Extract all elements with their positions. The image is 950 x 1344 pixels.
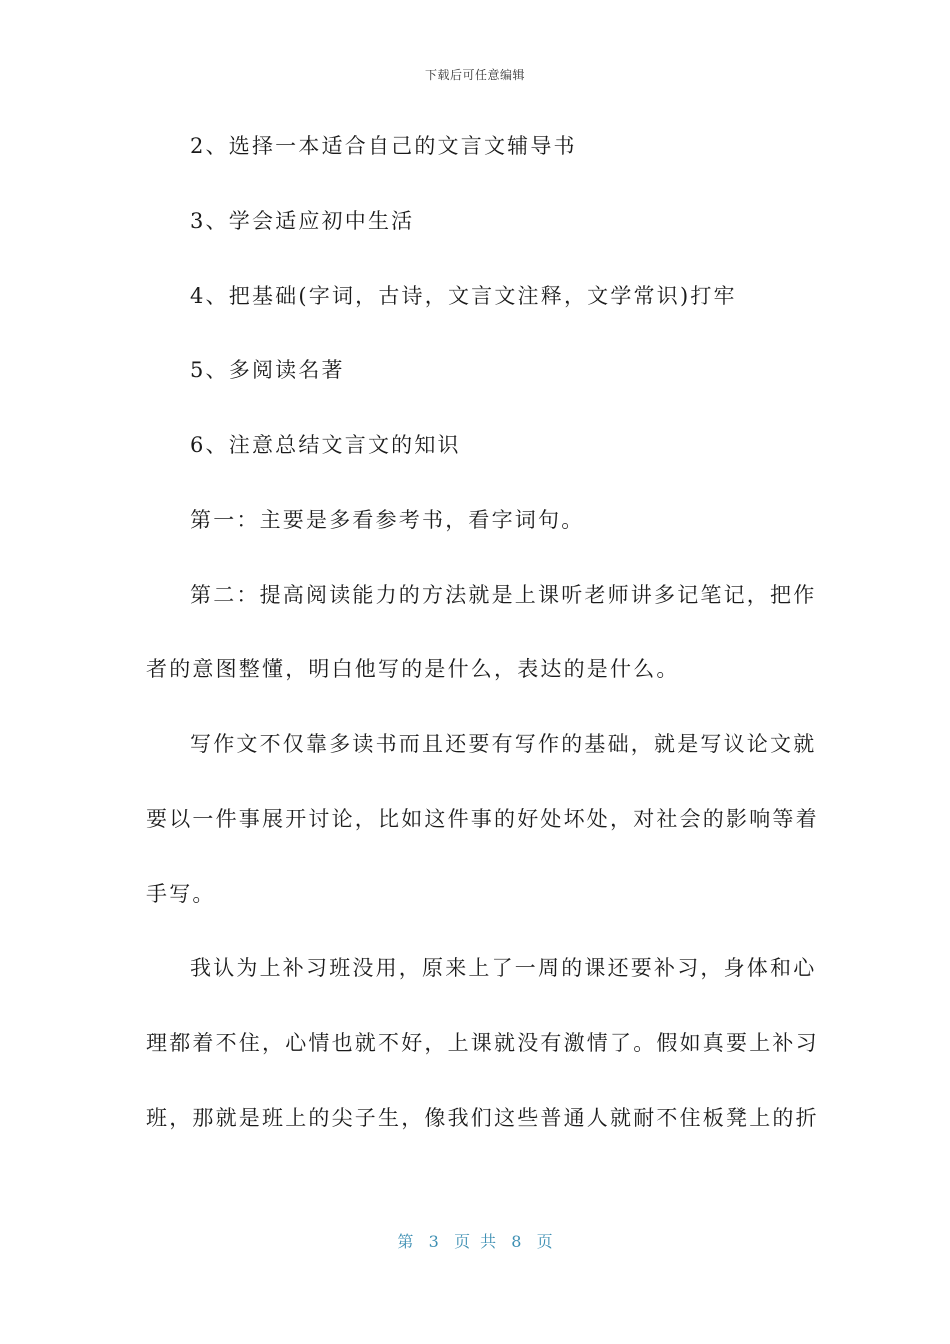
- paragraph-writing-line: 要以一件事展开讨论，比如这件事的好处坏处，对社会的影响等着: [146, 807, 819, 831]
- paragraph-tutoring-line: 我认为上补习班没用，原来上了一周的课还要补习，身体和心: [190, 956, 817, 980]
- total-page-number: 8: [511, 1232, 522, 1251]
- list-item-4: 4、把基础(字词，古诗，文言文注释，文学常识)打牢: [190, 284, 737, 308]
- current-page-number: 3: [428, 1232, 439, 1251]
- list-item-5: 5、多阅读名著: [190, 358, 345, 382]
- paragraph-tutoring-line: 班，那就是班上的尖子生，像我们这些普通人就耐不住板凳上的折: [146, 1106, 819, 1130]
- footer-suffix: 页: [536, 1232, 553, 1251]
- list-item-2: 2、选择一本适合自己的文言文辅导书: [190, 134, 577, 158]
- footer-prefix: 第: [397, 1232, 414, 1251]
- list-item-3: 3、学会适应初中生活: [190, 209, 415, 233]
- page-footer: [0, 1229, 950, 1252]
- paragraph-tutoring-line: 理都着不住，心情也就不好，上课就没有激情了。假如真要上补习: [146, 1031, 819, 1055]
- header-note: 下载后可任意编辑: [424, 68, 525, 82]
- paragraph-second-line: 者的意图整懂，明白他写的是什么，表达的是什么。: [146, 657, 680, 681]
- paragraph-first: 第一：主要是多看参考书，看字词句。: [190, 508, 585, 532]
- list-item-6: 6、注意总结文言文的知识: [190, 433, 461, 457]
- footer-middle: 页共: [454, 1232, 507, 1251]
- paragraph-second-line: 第二：提高阅读能力的方法就是上课听老师讲多记笔记，把作: [190, 583, 817, 607]
- paragraph-writing-line: 写作文不仅靠多读书而且还要有写作的基础，就是写议论文就: [190, 732, 817, 756]
- paragraph-writing-line: 手写。: [146, 882, 216, 906]
